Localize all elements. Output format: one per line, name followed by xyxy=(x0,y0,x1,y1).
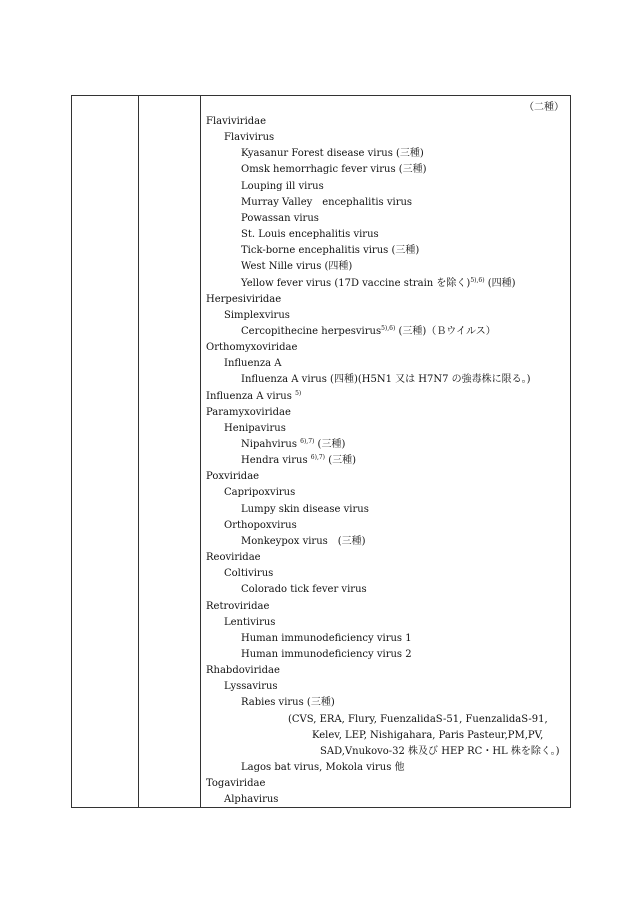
genus-entry xyxy=(206,519,297,533)
genus-entry xyxy=(206,616,275,630)
species-entry xyxy=(206,761,405,775)
footnote-ref: 5),6) xyxy=(381,324,396,332)
family-entry xyxy=(206,341,297,355)
species-entry xyxy=(206,438,345,452)
entry-text: Nipahvirus xyxy=(241,439,301,450)
species-entry xyxy=(206,632,412,646)
entry-text: SAD,Vnukovo-32 株及び HEP RC・HL 株を除く。) xyxy=(320,745,560,757)
entry-text: Lentivirus xyxy=(224,616,276,628)
family-entry xyxy=(206,390,301,404)
species-entry xyxy=(206,648,412,662)
entry-text: (CVS, ERA, Flury, FuenzalidaS-51, FuenzalidaS-91, xyxy=(288,713,548,725)
species-entry xyxy=(206,260,352,274)
entry-text: Influenza A xyxy=(224,358,282,370)
entry-text: Lumpy skin disease virus xyxy=(241,503,369,515)
species-entry xyxy=(206,454,356,468)
species-entry xyxy=(206,163,427,177)
entry-text: West Nille virus (四種) xyxy=(241,261,353,273)
entry-text: Human immunodeficiency virus 2 xyxy=(241,648,412,660)
entry-text: Lagos bat virus, Mokola virus 他 xyxy=(241,762,405,773)
strain-note xyxy=(206,745,560,759)
family-entry xyxy=(206,293,281,307)
species-entry xyxy=(206,147,424,161)
footnote-ref: 5) xyxy=(295,389,302,397)
entry-text: Cercopithecine herpesvirus xyxy=(241,325,382,337)
entry-text: Togaviridae xyxy=(206,778,266,790)
family-entry xyxy=(206,664,280,678)
genus-entry xyxy=(206,486,295,500)
species-entry xyxy=(206,503,369,517)
entry-text: Lyssavirus xyxy=(224,681,278,693)
entry-text: Influenza A virus xyxy=(206,390,296,402)
strain-note xyxy=(206,713,548,727)
genus-entry xyxy=(206,680,278,694)
entry-text: Herpesiviridae xyxy=(206,293,282,305)
entry-text: Influenza A virus (四種)(H5N1 又は H7N7 の強毒株に限る。) xyxy=(241,374,531,386)
species-entry xyxy=(206,373,531,387)
entry-text: Tick-borne encephalitis virus (三種) xyxy=(241,245,420,257)
family-entry xyxy=(206,470,259,484)
entry-text: Flavivirus xyxy=(224,132,275,144)
species-entry xyxy=(206,244,419,258)
family-entry xyxy=(206,551,261,565)
column-divider-2 xyxy=(200,96,201,807)
species-entry xyxy=(206,212,319,226)
strain-note xyxy=(206,729,543,743)
entry-text: Reoviridae xyxy=(206,552,261,564)
footnote-ref: 5),6) xyxy=(470,276,485,284)
species-entry xyxy=(206,277,516,291)
entry-text: Kyasanur Forest disease virus (三種) xyxy=(241,148,424,160)
entry-text: Orthomyxoviridae xyxy=(206,342,298,354)
family-entry xyxy=(206,406,291,420)
entry-text: Alphavirus xyxy=(224,794,279,806)
entry-suffix: (四種) xyxy=(484,277,516,289)
genus-entry xyxy=(206,131,274,145)
column-divider-1 xyxy=(138,96,139,807)
entry-text: Rhabdoviridae xyxy=(206,665,280,677)
pathogen-table xyxy=(71,95,571,808)
entry-text: St. Louis encephalitis virus xyxy=(241,229,379,241)
entry-text: Colorado tick fever virus xyxy=(241,584,367,596)
genus-entry xyxy=(206,309,290,323)
entry-text: Retroviridae xyxy=(206,600,270,612)
genus-entry xyxy=(206,422,286,436)
species-entry xyxy=(206,196,412,210)
entry-text: Paramyxoviridae xyxy=(206,406,291,418)
entry-text: Flaviviridae xyxy=(206,116,267,127)
species-entry xyxy=(206,696,335,710)
entry-text: Coltivirus xyxy=(224,568,274,580)
species-entry xyxy=(206,583,367,597)
family-entry xyxy=(206,115,266,129)
footnote-ref: 6),7) xyxy=(300,438,315,445)
entry-text: Omsk hemorrhagic fever virus (三種) xyxy=(241,164,427,176)
entry-text: Louping ill virus xyxy=(241,180,324,192)
entry-text: Yellow fever virus (17D vaccine strain を除く) xyxy=(241,277,471,289)
entry-text: Monkeypox virus (三種) xyxy=(241,535,366,547)
species-entry xyxy=(206,180,324,194)
entry-text: Murray Valley encephalitis virus xyxy=(241,196,413,208)
entry-text: Human immunodeficiency virus 1 xyxy=(241,632,412,644)
footnote-ref: 6),7) xyxy=(310,454,326,462)
entry-text: Henipavirus xyxy=(224,422,286,434)
entry-text: Kelev, LEP, Nishigahara, Paris Pasteur,PM,PV, xyxy=(312,729,544,741)
entry-text: Rabies virus (三種) xyxy=(241,697,335,709)
entry-text: Powassan virus xyxy=(241,212,319,224)
entry-suffix: (三種) xyxy=(314,439,346,450)
entry-text: Orthopoxvirus xyxy=(224,519,297,531)
pathogen-list-cell xyxy=(206,96,566,807)
species-entry xyxy=(206,228,379,242)
family-entry xyxy=(206,777,265,791)
genus-entry xyxy=(206,357,282,371)
species-entry xyxy=(206,535,366,549)
entry-text: Hendra virus xyxy=(241,455,311,467)
risk-class-note: （二種） xyxy=(524,102,564,113)
genus-entry xyxy=(206,793,278,807)
entry-suffix: (三種)（Ｂウイルス） xyxy=(395,325,496,337)
entry-suffix: (三種) xyxy=(325,455,356,467)
genus-entry xyxy=(206,567,273,581)
entry-text: Poxviridae xyxy=(206,471,260,483)
species-entry xyxy=(206,325,496,339)
entry-text: Simplexvirus xyxy=(224,309,290,321)
entry-text: Capripoxvirus xyxy=(224,487,296,499)
family-entry xyxy=(206,600,269,614)
